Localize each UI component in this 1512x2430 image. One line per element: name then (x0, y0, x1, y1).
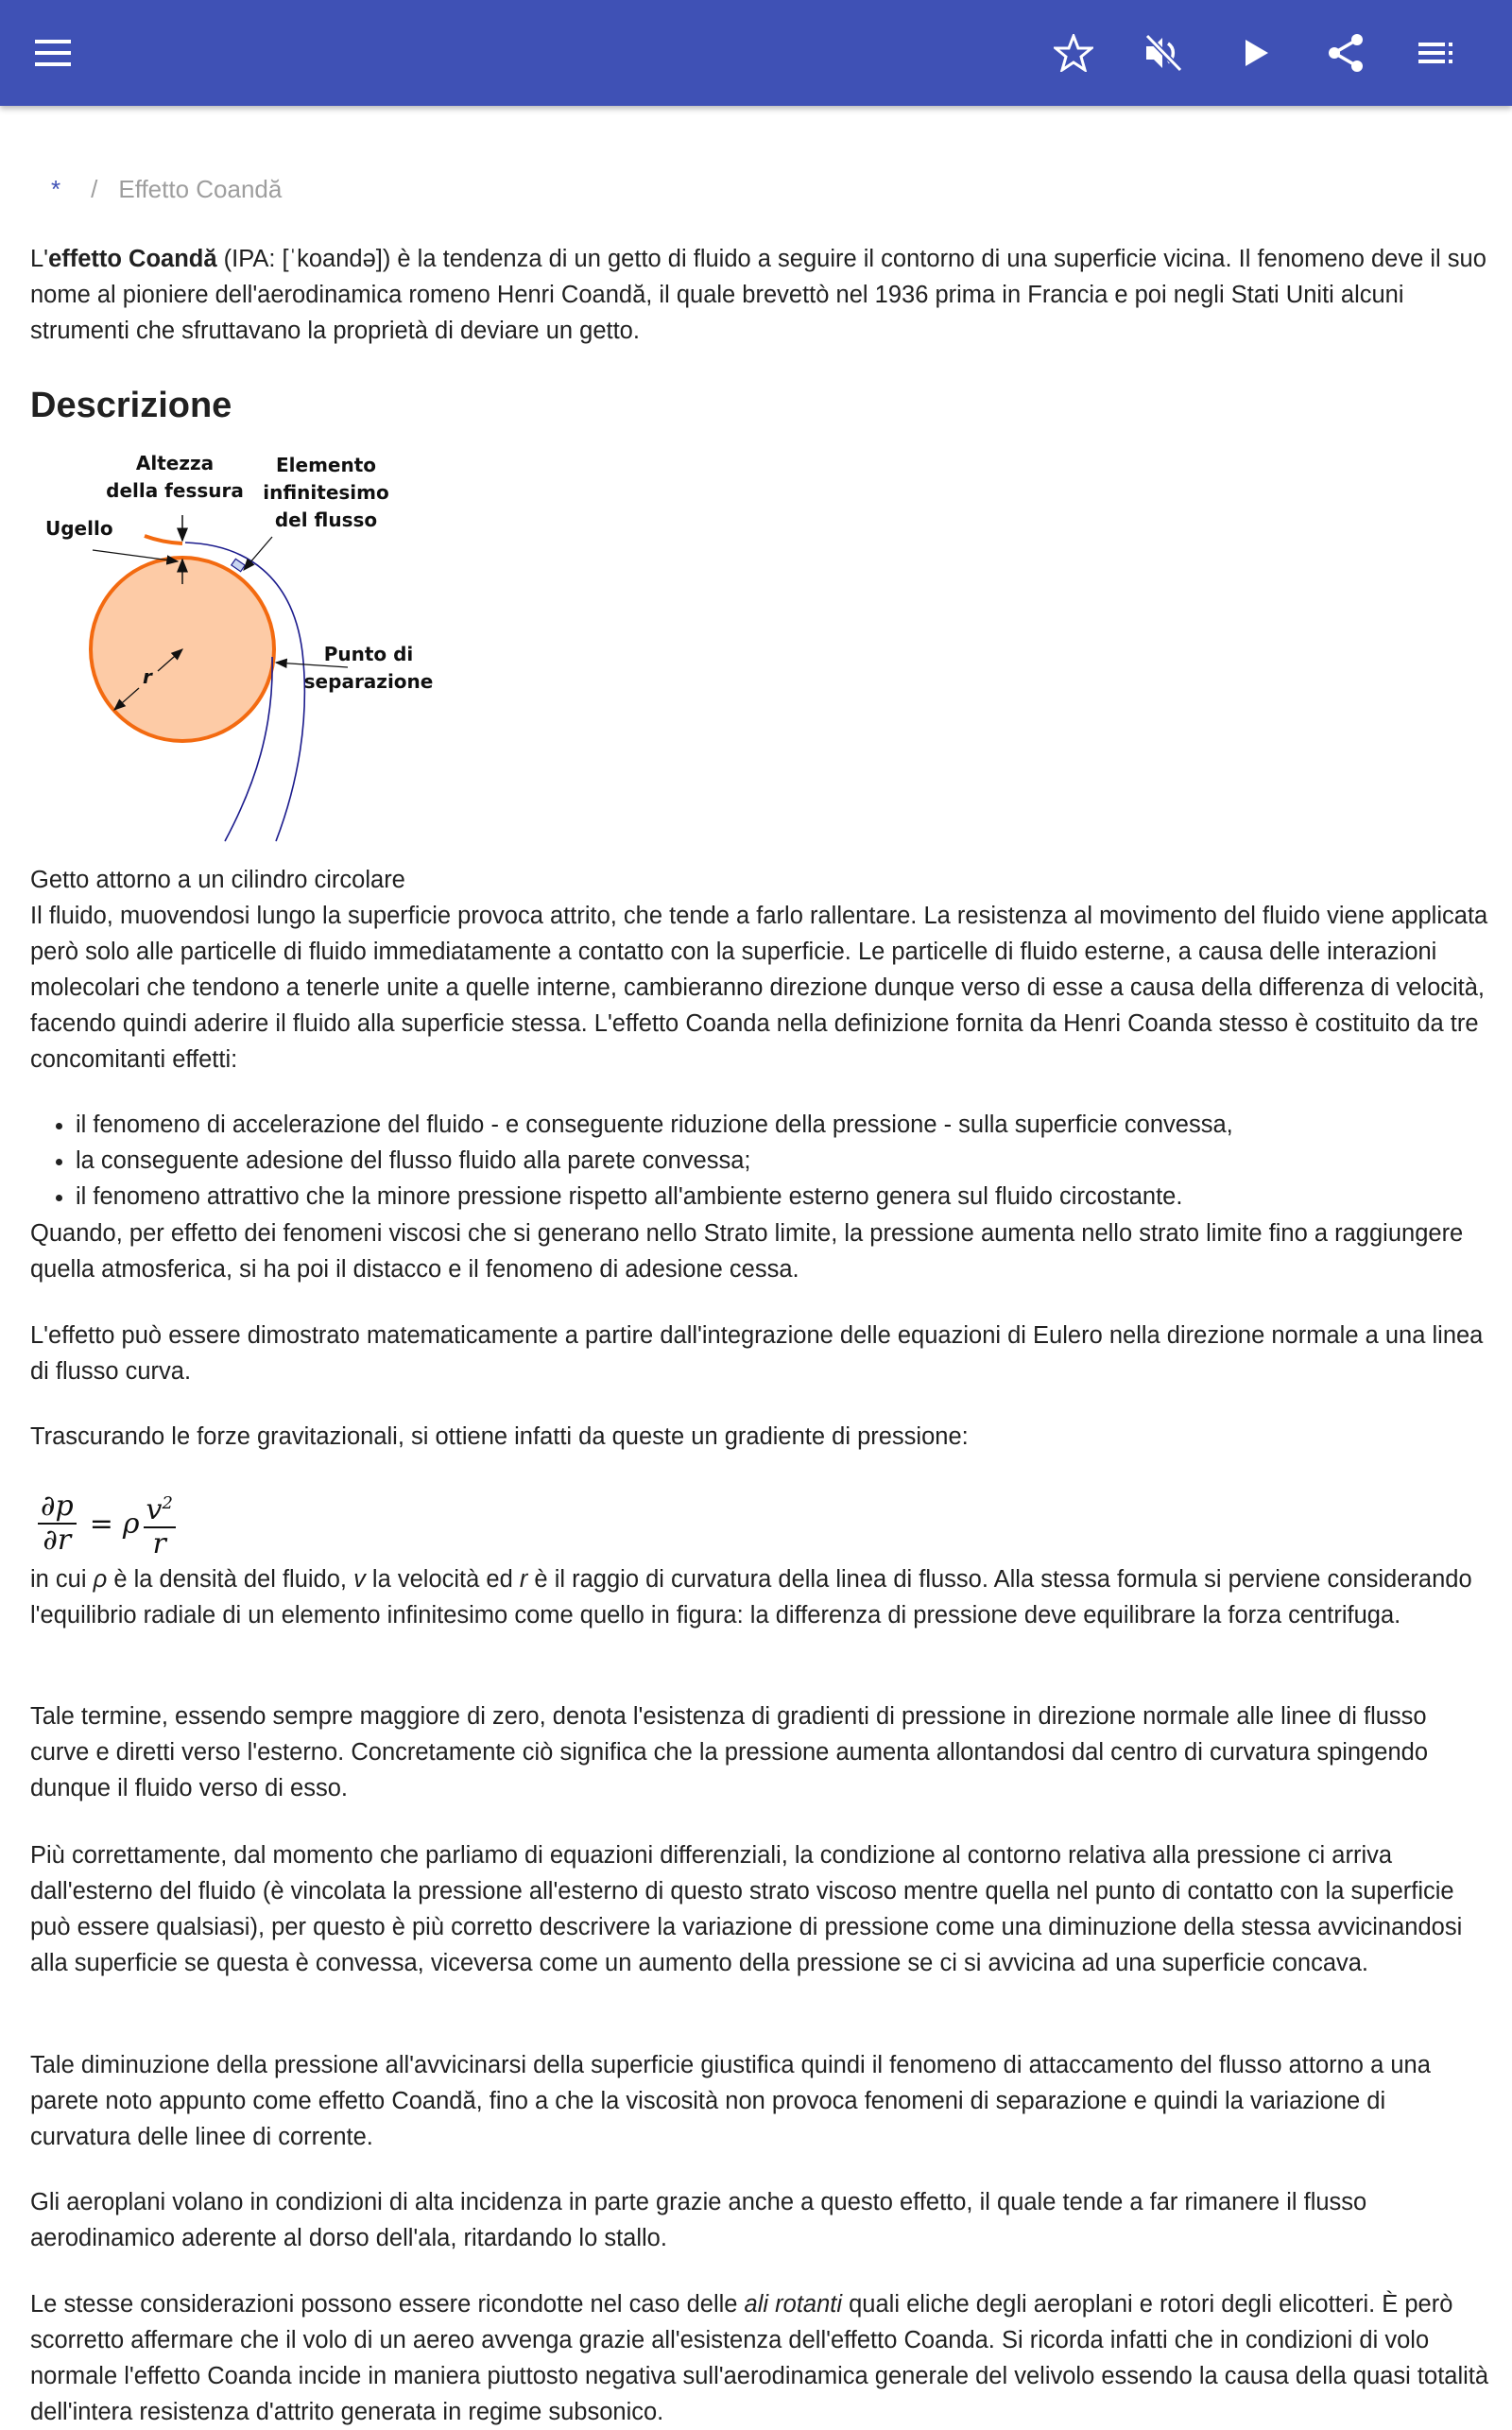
paragraph-ali-rotanti: Le stesse considerazioni possono essere ricondotte nel caso delle ali rotanti quali eliche degli aeroplani e rotori degli elicotteri. È però scorretto affermare che il volo di un aereo avvenga grazie all'esistenza dell'effetto Coanda. Si ricorda infatti che in condizioni di volo normale l'effetto Coanda incide in maniera piuttosto negativa sull'aerodinamica generale del velivolo essendo la causa della quasi totalità dell'intera resistenza d'attrito generata in regime subsonico. (30, 2291, 1489, 2425)
nozzle-arrow (93, 550, 178, 561)
label-ugello: Ugello (45, 517, 113, 540)
share-button[interactable] (1317, 25, 1374, 81)
label-del-flusso: del flusso (274, 508, 378, 531)
paragraph-piu-correttamente: Più correttamente, dal momento che parliamo di equazioni differenziali, la condizione al contorno relativa alla pressione ci arriva dall'esterno del fluido (è vincolata la pressione all'esterno di questo strato viscoso mentre quella nel punto di contatto con la superficie può essere qualsiasi), per questo è più corretto descrivere la variazione di pressione come una diminuzione della stessa avvicinandosi alla superficie se questa è convessa, viceversa come un aumento della pressione se ci si avvicina ad una superficie concava. (30, 1842, 1463, 1976)
infinitesimal-element (232, 559, 245, 571)
breadcrumb-separator: / (91, 174, 98, 203)
star-outline-icon (1054, 34, 1093, 72)
label-separazione: separazione (303, 670, 434, 693)
mute-button[interactable] (1136, 25, 1193, 81)
label-altezza: Altezza (135, 452, 215, 474)
play-button[interactable] (1228, 25, 1285, 81)
label-radius: r (143, 665, 152, 688)
article-subject: effetto Coandă (48, 246, 217, 272)
list-item: • il fenomeno di accelerazione del fluido - e conseguente riduzione della pressione - sulla superficie convessa, (76, 1107, 1493, 1143)
pressure-gradient-formula: $\frac{\partial p}{\partial r}$ = ρ $\frac{v^2}{r}$ (34, 1486, 180, 1561)
volume-off-icon (1144, 34, 1184, 72)
list-item: • la conseguente adesione del flusso fluido alla parete convessa; (76, 1143, 1493, 1179)
paragraph-aeroplani: Gli aeroplani volano in condizioni di alta incidenza in parte grazie anche a questo effetto, il quale tende a far rimanere il flusso aerodinamico aderente al dorso dell'ala, ritardando lo stallo. (30, 2189, 1367, 2251)
effects-list (30, 1107, 1493, 1215)
paragraph-quando: Quando, per effetto dei fenomeni viscosi che si generano nello Strato limite, la pressione aumenta nello strato limite fino a raggiungere quella atmosferica, si ha poi il distacco e il fenomeno di adesione cessa. (30, 1220, 1464, 1283)
app-bar (0, 0, 1512, 106)
label-infinitesimo: infinitesimo (263, 481, 389, 504)
breadcrumb (51, 170, 282, 208)
paragraph-in-cui: in cui ρ è la densità del fluido, v la velocità ed r è il raggio di curvatura della linea di flusso. Alla stessa formula si perviene considerando l'equilibrio radiale di un elemento infinitesimo come quello in figura: la differenza di pressione deve equilibrare la forza centrifuga. (30, 1566, 1472, 1629)
diagram-caption: Getto attorno a un cilindro circolare (30, 867, 405, 893)
breadcrumb-current: Effetto Coandă (118, 174, 283, 203)
favorite-button[interactable] (1045, 25, 1102, 81)
menu-icon (35, 40, 71, 66)
intro-paragraph: L'effetto Coandă (IPA: [ˈkoandə]) è la tendenza di un getto di fluido a seguire il contorno di una superficie vicina. Il fenomeno deve il suo nome al pioniere dell'aerodinamica romeno Henri Coandă, il quale brevettò nel 1936 prima in Francia e poi negli Stati Uniti alcuni strumenti che sfruttavano la proprietà di deviare un getto. (30, 246, 1486, 344)
paragraph-fluid: Il fluido, muovendosi lungo la superficie provoca attrito, che tende a farlo rallentare. La resistenza al movimento del fluido viene applicata però solo alle particelle di fluido immediatamente a contatto con la superficie. Le particelle di fluido esterne, a causa delle interazioni molecolari che tendono a tenerle unite a quelle interne, cambieranno direzione dunque verso di esse a causa della differenza di velocità, facendo quindi aderire il fluido alla superficie stessa. L'effetto Coanda nella definizione fornita da Henri Coanda stesso è costituito da tre concomitanti effetti: (30, 903, 1488, 1073)
paragraph-tale-diminuzione: Tale diminuzione della pressione all'avvicinarsi della superficie giustifica quindi il fenomeno di attaccamento del flusso attorno a una parete noto appunto come effetto Coandă, fino a che la viscosità non provoca fenomeni di separazione e quindi la variazione di curvatura delle linee di corrente. (30, 2052, 1431, 2150)
share-icon (1327, 33, 1365, 73)
paragraph-eulero: L'effetto può essere dimostrato matematicamente a partire dall'integrazione delle equazioni di Eulero nella direzione normale a una linea di flusso curva. (30, 1322, 1484, 1385)
label-punto-di: Punto di (323, 643, 414, 665)
section-heading-descrizione: Descrizione (30, 386, 232, 425)
play-icon (1243, 38, 1271, 68)
label-elemento: Elemento (275, 454, 377, 476)
formula-lhs-fraction: $\frac{\partial p}{\partial r}$ (38, 1491, 77, 1557)
coanda-diagram (0, 444, 454, 846)
paragraph-trascurando: Trascurando le forze gravitazionali, si ottiene infatti da queste un gradiente di pressione: (30, 1423, 969, 1450)
label-della-fessura: della fessura (106, 479, 244, 502)
list-item: • il fenomeno attrattivo che la minore pressione rispetto all'ambiente esterno genera sul fluido circostante. (76, 1179, 1493, 1215)
list-icon (1418, 41, 1454, 65)
breadcrumb-home-link[interactable]: * (51, 174, 61, 203)
table-of-contents-button[interactable] (1408, 25, 1465, 81)
formula-rhs-fraction: $\frac{v^2}{r}$ (144, 1488, 176, 1560)
menu-button[interactable] (25, 25, 81, 81)
paragraph-tale-termine: Tale termine, essendo sempre maggiore di zero, denota l'esistenza di gradienti di pressione in direzione normale alle linee di flusso curve e diretti verso l'esterno. Concretamente ciò significa che la pressione aumenta allontandosi dal centro di curvatura spingendo dunque il fluido verso di esso. (30, 1703, 1429, 1801)
nozzle (145, 536, 182, 543)
